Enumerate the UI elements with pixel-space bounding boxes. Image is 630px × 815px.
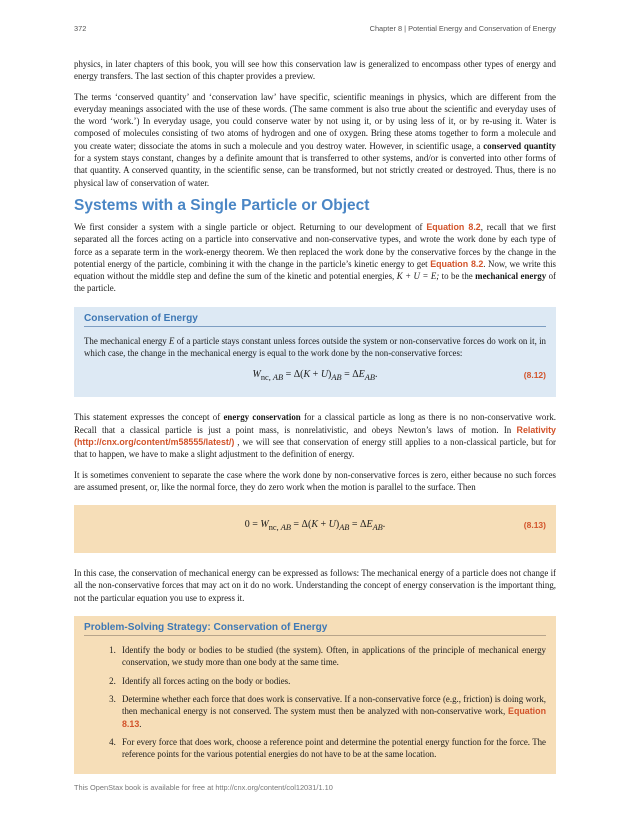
box-title: Conservation of Energy <box>84 313 546 327</box>
bold-term: energy conservation <box>223 412 301 423</box>
equation: $W_{nc, AB} = \Delta(K + U)_{AB} = \Delta E_{AB}$. <box>252 369 378 383</box>
page-header <box>74 24 556 33</box>
bold-term: conserved quantity <box>483 140 556 151</box>
paragraph <box>74 411 556 460</box>
text: The terms ‘conserved quantity’ and ‘conservation law’ have specific, scientific meanings in physics, which are different from the everyday meanings associated with the use of these words. (The same comment is also true about the scientific and everyday uses of the word ‘work.’) In everyday usage, you could conserve water by not using it, or by using less of it, or by re-using it. Water is composed of molecules consisting of two atoms of hydrogen and one of oxygen. Bring these atoms together to form a molecule and you create water; dissociate the atoms in such a molecule and you destroy water. However, in scientific usage, a <box>74 91 556 151</box>
text: Determine whether each force that does work is conservative. If a non-conservative force (e.g., friction) is doing work, then mechanical energy is not conserved. The system must then be analyzed with non-conservative work, <box>122 693 546 717</box>
chapter-title: Chapter 8 | Potential Energy and Conservation of Energy <box>369 24 556 33</box>
equation-number: (8.13) <box>523 520 546 531</box>
text: for a classical particle as long as there is no non-conservative work. Recall that a classical particle is just a point mass, is nonrelativistic, and obeys Newton’s laws of motion. In <box>74 412 556 435</box>
list-item: 4. For every force that does work, choose a reference point and determine the potential energy function for the force. The reference points for the various potential energies do not have to be at the same location. <box>118 736 546 761</box>
text: for a system stays constant, changes by a definite amount that is transferred to other systems, and/or is converted into other forms of that quantity. A conserved quantity, in the scientific sense, can be transformed, but not strictly created or destroyed. Thus, there is no physical law of conservation of water. <box>74 153 556 188</box>
text: of a particle stays constant unless forces outside the system or non-conservative forces do work on it, in which case, the change in the mechanical energy is equal to the work done by the non-conservative forces: <box>84 335 546 359</box>
relativity-link[interactable]: Relativity (http://cnx.org/content/m58555/latest/) <box>74 424 556 447</box>
text: , we will see that conservation of energy still applies to a non-classical particle, but for that to happen, we have to make a slight adjustment to the definition of energy. <box>74 436 556 460</box>
math-inline: K + U = E; <box>396 271 440 282</box>
box-text <box>84 335 546 360</box>
equation-box <box>74 505 556 553</box>
equation-row <box>84 367 546 389</box>
text: , recall that we first separated all the forces acting on a particle into conservative and non-conservative types, and wrote the work done by each type of force as a separate term in the work-energy theorem. We then replaced the work done by the conservative forces by the change in the potential energy of the particle, combining it with the change in the particle’s kinetic energy to get <box>74 221 556 269</box>
list-item: 1. Identify the body or bodies to be studied (the system). Often, in applications of the principle of mechanical energy conservation, we study more than one body at the same time. <box>118 644 546 669</box>
box-title: Problem-Solving Strategy: Conservation of Energy <box>84 622 546 636</box>
paragraph: It is sometimes convenient to separate the case where the work done by non-conservative forces is zero, either because no such forces are assumed present, or, like the normal force, they do zero work when the motion is parallel to the surface. Then <box>74 469 556 492</box>
text: This statement expresses the concept of <box>74 412 224 423</box>
list-item: 2. Identify all forces acting on the body or bodies. <box>118 675 546 687</box>
text: We first consider a system with a single particle or object. Returning to our development of <box>74 221 427 232</box>
equation-number: (8.12) <box>523 370 546 381</box>
strategy-box <box>74 616 556 774</box>
paragraph: physics, in later chapters of this book, you will see how this conservation law is generalized to encompass other types of energy and energy transfers. The last section of this chapter provides a preview. <box>74 59 556 82</box>
text: of the particle. <box>74 271 556 294</box>
equation-link[interactable]: Equation 8.2 <box>430 258 484 269</box>
paragraph: In this case, the conservation of mechanical energy can be expressed as follows: The mechanical energy of a particle does not change if all the non-conservative forces that may act on it do no work. Understanding the concept of energy conservation is the important thing, not the particular equation you use to express it. <box>74 568 556 603</box>
page-footer: This OpenStax book is available for free at http://cnx.org/content/col12031/1.10 <box>74 783 333 792</box>
math-var: E <box>169 335 175 346</box>
text: to be the <box>439 271 476 282</box>
bold-term: mechanical energy <box>475 271 547 282</box>
text: . <box>139 718 142 729</box>
equation-row <box>84 517 546 539</box>
conservation-box <box>74 307 556 398</box>
equation-link[interactable]: Equation 8.13 <box>122 706 546 729</box>
equation-link[interactable]: Equation 8.2 <box>426 221 481 232</box>
page-number: 372 <box>74 24 87 33</box>
text: The mechanical energy <box>84 335 170 346</box>
paragraph <box>74 91 556 189</box>
list-item <box>118 693 546 730</box>
paragraph <box>74 221 556 295</box>
section-heading: Systems with a Single Particle or Object <box>74 196 370 214</box>
text: . Now, we write this equation without the middle step and define the sum of the kinetic and potential energies, <box>74 258 556 282</box>
equation: $0 = W_{nc, AB} = \Delta(K + U)_{AB} = \Delta E_{AB}$. <box>244 519 386 533</box>
strategy-steps <box>84 644 546 760</box>
main-content <box>74 58 556 788</box>
